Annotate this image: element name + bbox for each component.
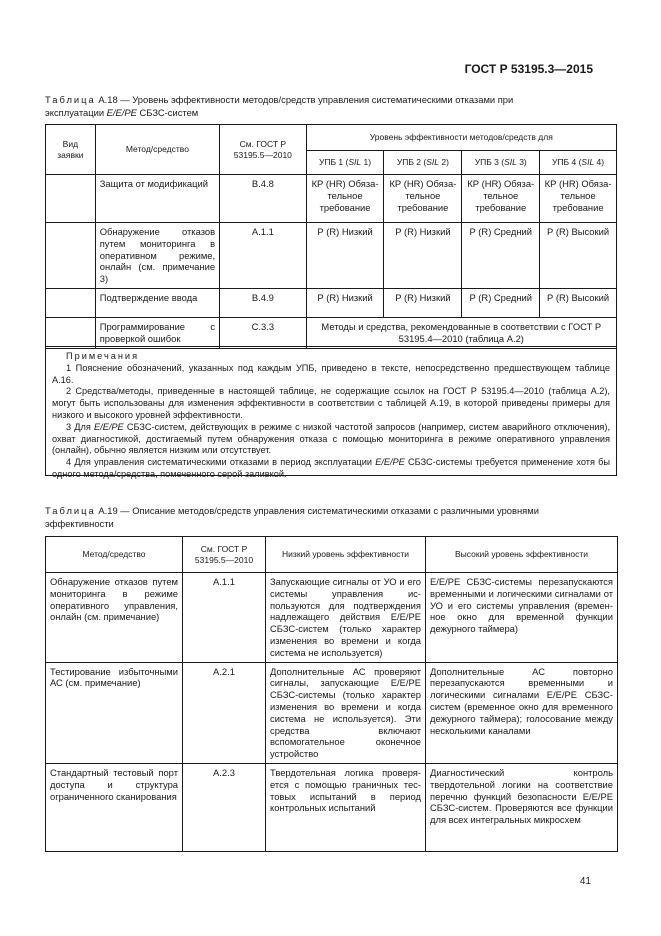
value-cell: КР (HR) Обязательное требование: [462, 175, 540, 223]
method-cell: Тестирование избыточными АС (см. примечание): [46, 662, 183, 763]
note-2: 2 Средства/методы, приведенные в настоящей таблице, не содержащие ссылок на ГОСТ Р 53195.4—2010 (таблица А.2), могут быть использованы для изменения эффективности в соответствии с таблицей А.19, в которой приведены примеры для низкого и высокого уровней эффективности.: [52, 386, 610, 420]
head-upb1: УПБ 1 (SIL 1): [306, 151, 384, 175]
ref-cell: А.1.1: [220, 223, 307, 289]
ref-cell: А.2.3: [183, 763, 266, 851]
method-cell: Подтверждение ввода: [95, 288, 219, 317]
value-cell: Р (R) Низкий: [306, 288, 384, 317]
head-upb4: УПБ 4 (SIL 4): [540, 151, 617, 175]
head-gost-ref: См. ГОСТ Р 53195.5—2010: [220, 125, 307, 175]
high-cell: E/E/PE СБЗС-системы перезaпускаются временными и логическими сигналами от УО и его системы управления (временное окно для временной функции дежурного таймера): [426, 573, 618, 663]
ref-cell: В.4.9: [220, 288, 307, 317]
method-cell: Программирование с проверкой ошибок: [95, 317, 219, 348]
head-effectiveness-group: Уровень эффективности методов/средств для: [306, 125, 616, 151]
table-row: [46, 317, 617, 348]
table-row: [46, 175, 617, 223]
caption-word: Таблица: [45, 94, 96, 105]
table-row: [46, 763, 618, 851]
value-cell: Р (R) Высокий: [540, 288, 617, 317]
caption-word: Таблица: [45, 505, 96, 516]
head-gost-ref: См. ГОСТ Р 53195.5—2010: [183, 537, 266, 573]
table-a19-caption: [45, 505, 617, 530]
value-cell: Р (R) Средний: [462, 223, 540, 289]
high-cell: Дополнительные АС повторно перезапускаются временными и логическими сигналами E/E/PE СБЗС-систем (временное окно для временного дежурного таймера); голосование между несколькими каналами: [426, 662, 618, 763]
method-cell: Обнаружение отказов путем мониторинга в оперативном режиме, онлайн (см. примечание 3): [95, 223, 219, 289]
value-cell: Р (R) Низкий: [384, 288, 462, 317]
merged-value-cell: Методы и средства, рекомендованные в соответствии с ГОСТ Р 53195.4—2010 (таблица А.2): [306, 317, 616, 348]
note-3: 3 Для E/E/PE СБЗС-систем, действующих в режиме с низкой частотой запросов (например, систем аварийного отключения), охват диагностикой, достигаемый путем обнаружения отказа с помощью мониторинга в режиме оперативного управления (онлайн), обычно является низким или отсутствует.: [52, 421, 610, 456]
method-cell: Защита от модификаций: [95, 175, 219, 223]
value-cell: КР (HR) Обязательное требование: [306, 175, 384, 223]
table-row: [46, 223, 617, 289]
head-upb3: УПБ 3 (SIL 3): [462, 151, 540, 175]
table-a19: [45, 536, 618, 852]
value-cell: КР (HR) Обязательное требование: [384, 175, 462, 223]
value-cell: Р (R) Средний: [462, 288, 540, 317]
low-cell: Запускающие сигналы от УО и его системы управления используются для подтверждения надлежащего действия E/E/PE СБЗС-систем (только характер изменения во времени и когда система не используется): [266, 573, 426, 663]
table-row: [46, 662, 618, 763]
caption-text: А.19 — Описание методов/средств управления систематическими отказами с различными уровнями: [95, 505, 539, 516]
head-upb2: УПБ 2 (SIL 2): [384, 151, 462, 175]
note-4: 4 Для управления систематическими отказами в период эксплуатации E/E/PE СБЗС-системы требуется применение хотя бы одного метода/средства, помеченного серой заливкой.: [52, 457, 611, 479]
head-high-level: Высокий уровень эффективности: [426, 537, 618, 573]
low-cell: Дополнительные АС проверяют сигналы, запускающие E/E/PE СБЗС-системы (только характер изменения во времени и когда система не используется). Эти средства включают вспомогательное оконечное устройство: [266, 662, 426, 763]
ref-cell: С.3.3: [220, 317, 307, 348]
caption-text: А.18 — Уровень эффективности методов/средств управления систематическими отказами при: [95, 94, 514, 105]
low-cell: Твердотельная логика проверяется с помощью граничных тестовых испытаний в период контрольных испытаний: [266, 763, 426, 851]
method-cell: Обнаружение отказов путем мониторинга в режиме оперативного управления, онлайн (см. примечание): [46, 573, 183, 663]
value-cell: Р (R) Низкий: [384, 223, 462, 289]
caption-italic: E/E/PE: [106, 106, 137, 118]
table-row: [46, 573, 618, 663]
head-request-type: Вид заявки: [46, 125, 96, 175]
ref-cell: В.4.8: [220, 175, 307, 223]
table-a18-caption: [45, 94, 617, 119]
table-a18: [45, 124, 617, 349]
method-cell: Стандартный тестовый порт доступа и структура ограниченного сканирования: [46, 763, 183, 851]
value-cell: КР (HR) Обязательное требование: [540, 175, 617, 223]
page-number: 41: [579, 876, 591, 887]
table-a18-notes: [45, 346, 617, 479]
note-1: 1 Пояснение обозначений, указанных под каждым УПБ, приведено в тексте, непосредственно предшествующем таблице А.16.: [52, 362, 610, 385]
caption-text: эффективности: [45, 517, 114, 529]
ref-cell: А.1.1: [183, 573, 266, 663]
notes-title: Примечания: [66, 351, 140, 361]
value-cell: Р (R) Высокий: [540, 223, 617, 289]
head-method: Метод/средство: [46, 537, 183, 573]
value-cell: Р (R) Низкий: [306, 223, 384, 289]
ref-cell: А.2.1: [183, 662, 266, 763]
caption-text: СБЗС-систем: [136, 106, 199, 118]
caption-text: эксплуатации: [45, 106, 107, 118]
table-row: [46, 288, 617, 317]
high-cell: Диагностический контроль твердотельной логики на соответствие перечню функций безопасности E/E/PE СБЗС-систем. Проверяются все функции для всех интегральных микросхем: [426, 763, 618, 851]
document-id: ГОСТ Р 53195.3—2015: [464, 62, 593, 76]
head-low-level: Низкий уровень эффективности: [266, 537, 426, 573]
head-method: Метод/средство: [95, 125, 219, 175]
